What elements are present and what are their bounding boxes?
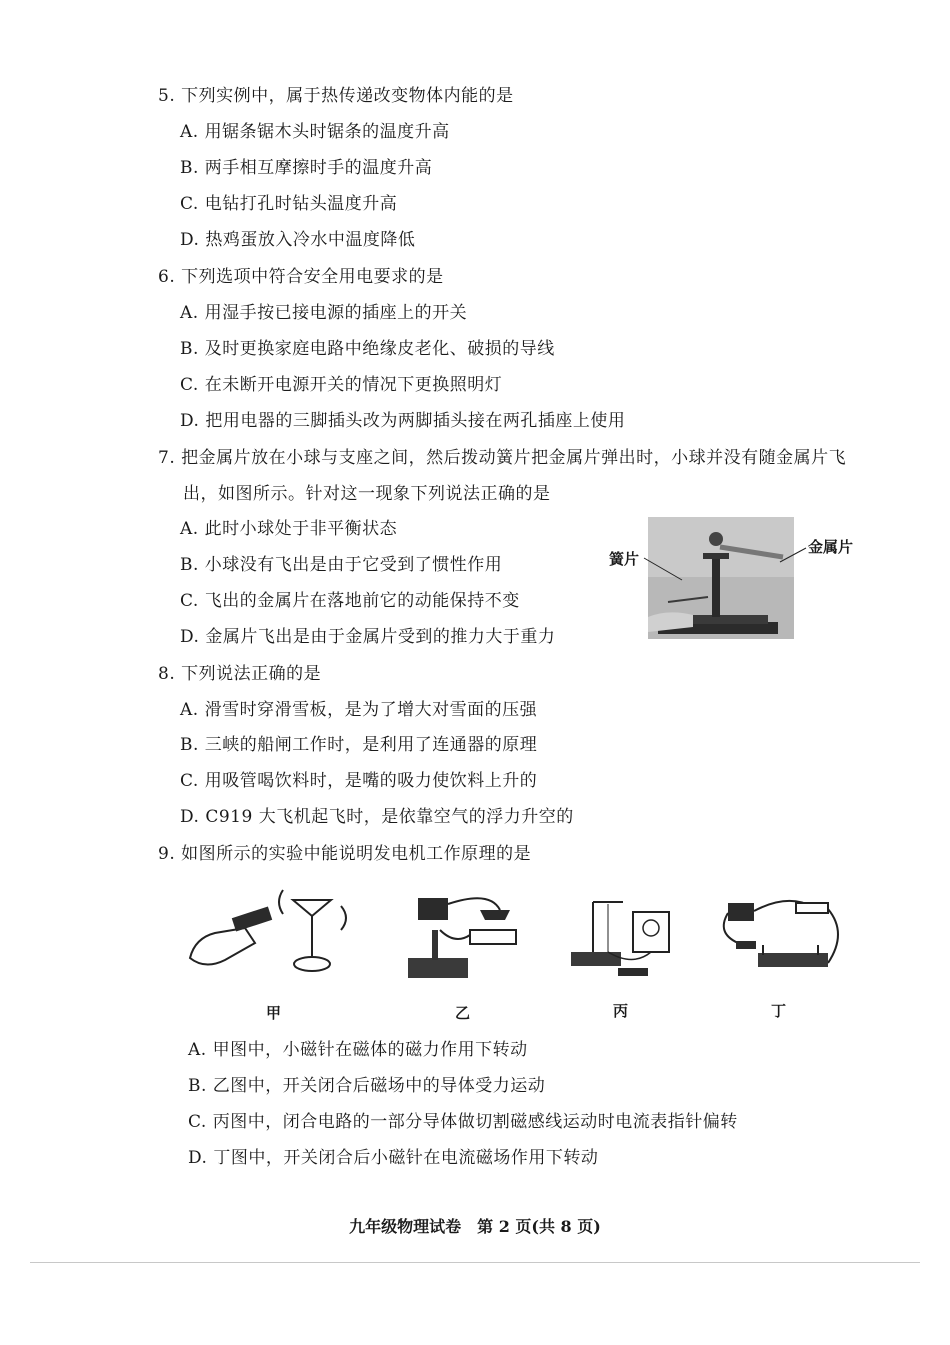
question-9-option-c: C. 丙图中，闭合电路的一部分导体做切割磁感线运动时电流表指针偏转	[188, 1112, 738, 1132]
question-5-stem: 5. 下列实例中，属于热传递改变物体内能的是	[158, 86, 514, 106]
figure-bing-generator-principle	[563, 892, 693, 982]
bottom-divider	[30, 1262, 920, 1263]
caption-ding: 丁	[771, 1002, 787, 1020]
question-7-option-a: A. 此时小球处于非平衡状态	[180, 519, 398, 539]
question-7-stem-line1: 7. 把金属片放在小球与支座之间，然后拨动簧片把金属片弹出时，小球并没有随金属片飞	[158, 448, 847, 468]
question-7-option-b: B. 小球没有飞出是由于它受到了惯性作用	[180, 555, 503, 575]
question-7-option-c: C. 飞出的金属片在落地前它的动能保持不变	[180, 591, 520, 611]
question-5-option-c: C. 电钻打孔时钻头温度升高	[180, 194, 398, 214]
question-8-stem: 8. 下列说法正确的是	[158, 664, 322, 684]
page-footer: 九年级物理试卷 第 2 页(共 8 页)	[349, 1217, 601, 1236]
question-8-option-b: B. 三峡的船闸工作时，是利用了连通器的原理	[180, 735, 538, 755]
question-9-option-d: D. 丁图中，开关闭合后小磁针在电流磁场作用下转动	[188, 1148, 599, 1168]
question-6-option-b: B. 及时更换家庭电路中绝缘皮老化、破损的导线	[180, 339, 555, 359]
question-8-option-a: A. 滑雪时穿滑雪板，是为了增大对雪面的压强	[180, 700, 538, 720]
question-9-option-a: A. 甲图中，小磁针在磁体的磁力作用下转动	[188, 1040, 528, 1060]
caption-yi: 乙	[455, 1004, 471, 1022]
metal-piece-label: 金属片	[808, 538, 854, 556]
question-9-stem: 9. 如图所示的实验中能说明发电机工作原理的是	[158, 844, 532, 864]
question-5-option-d: D. 热鸡蛋放入冷水中温度降低	[180, 230, 416, 250]
question-8-option-c: C. 用吸管喝饮料时，是嘴的吸力使饮料上升的	[180, 771, 538, 791]
figure-ding-oersted-experiment	[718, 893, 853, 983]
spring-label: 簧片	[609, 550, 640, 568]
question-5-option-b: B. 两手相互摩擦时手的温度升高	[180, 158, 433, 178]
question-6-stem: 6. 下列选项中符合安全用电要求的是	[158, 267, 444, 287]
figure-jia-magnet-compass	[185, 888, 360, 983]
question-7-option-d: D. 金属片飞出是由于金属片受到的推力大于重力	[180, 627, 556, 647]
question-6-option-d: D. 把用电器的三脚插头改为两脚插头接在两孔插座上使用	[180, 411, 626, 431]
question-7-stem-line2: 出，如图所示。针对这一现象下列说法正确的是	[183, 484, 551, 504]
question-6-option-c: C. 在未断开电源开关的情况下更换照明灯	[180, 375, 503, 395]
question-8-option-d: D. C919 大飞机起飞时，是依靠空气的浮力升空的	[180, 807, 574, 827]
figure-yi-motor-principle	[400, 890, 530, 985]
question-9-option-b: B. 乙图中，开关闭合后磁场中的导体受力运动	[188, 1076, 546, 1096]
question-5-option-a: A. 用锯条锯木头时锯条的温度升高	[180, 122, 450, 142]
question-6-option-a: A. 用湿手按已接电源的插座上的开关	[180, 303, 468, 323]
caption-jia: 甲	[266, 1004, 282, 1022]
caption-bing: 丙	[613, 1002, 629, 1020]
figure-leader-lines	[630, 540, 850, 590]
